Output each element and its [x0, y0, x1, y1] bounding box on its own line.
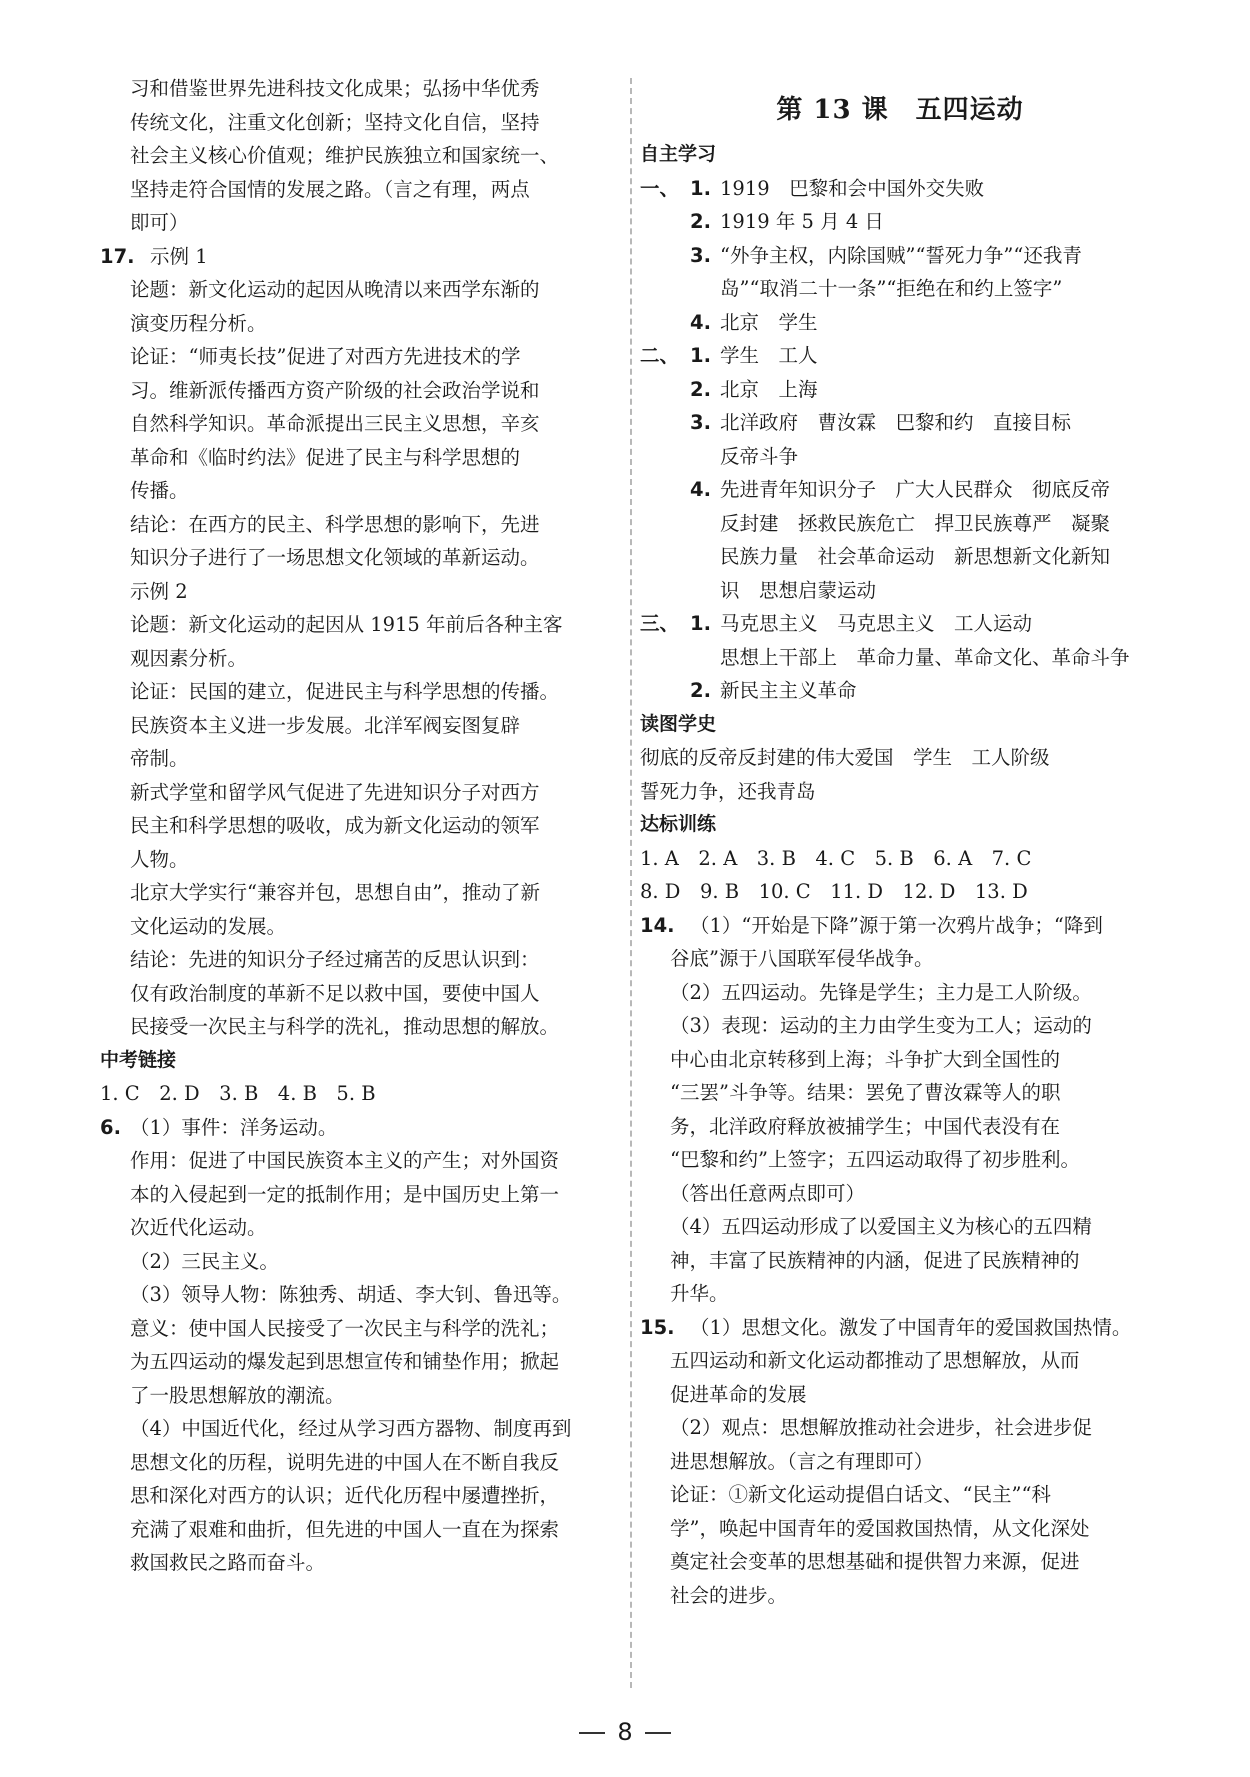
text-line: （2）五四运动。先锋是学生；主力是工人阶级。	[670, 980, 1092, 1004]
text-line: 自然科学知识。革命派提出三民主义思想，辛亥	[130, 412, 540, 435]
text-line: 奠定社会变革的思想基础和提供智力来源，促进	[670, 1550, 1080, 1573]
text-line: 谷底”源于八国联军侵华战争。	[670, 947, 934, 970]
text-line: 论证：“师夷长技”促进了对西方先进技术的学	[130, 345, 521, 368]
subitem-number: 3.	[690, 411, 711, 434]
text-line: （4）中国近代化，经过从学习西方器物、制度再到	[130, 1417, 572, 1440]
question-number: 14.	[640, 913, 675, 937]
text-line: 救国救民之路而奋斗。	[130, 1551, 326, 1574]
text-line: 新式学堂和留学风气促进了先进知识分子对西方	[130, 780, 540, 804]
answer-subitem	[640, 172, 1160, 206]
text-line: 意义：使中国人民接受了一次民主与科学的洗礼；	[130, 1316, 560, 1340]
text-line: 岛”“取消二十一条”“拒绝在和约上签字”	[720, 277, 1063, 300]
subitem-number: 4.	[690, 478, 711, 501]
text-line: 促进革命的发展	[670, 1382, 807, 1406]
text-line: 知识分子进行了一场思想文化领域的革新运动。	[130, 546, 540, 569]
section-heading: 中考链接	[100, 1048, 177, 1071]
text-line: 仅有政治制度的革新不足以救中国，要使中国人	[130, 981, 540, 1005]
text-line: 结论：先进的知识分子经过痛苦的反思认识到：	[130, 948, 540, 971]
page-number-footer	[0, 1718, 1250, 1746]
text-line: 人物。	[130, 847, 189, 871]
answer-text: 先进青年知识分子 广大人民群众 彻底反帝	[720, 478, 1111, 501]
text-line: 坚持走符合国情的发展之路。（言之有理，两点	[130, 177, 530, 201]
page-number: 8	[617, 1718, 633, 1746]
answer-text: 北京 上海	[720, 377, 818, 401]
answer-text: 1919 巴黎和会中国外交失败	[720, 176, 985, 200]
question-number: 6.	[100, 1115, 121, 1139]
answer-text: 马克思主义 马克思主义 工人运动	[720, 612, 1033, 635]
subitem-number: 3.	[690, 243, 711, 267]
section-number: 三、	[640, 612, 680, 635]
text-line: 习和借鉴世界先进科技文化成果；弘扬中华优秀	[130, 77, 540, 100]
answer-subitem	[640, 339, 1160, 373]
subitem-number: 1.	[690, 344, 711, 367]
answer-text: （1）思想文化。激发了中国青年的爱国救国热情。	[690, 1315, 1132, 1339]
lesson-title: 第 13 课 五四运动	[776, 95, 1024, 125]
text-line: 传统文化，注重文化创新；坚持文化自信，坚持	[130, 110, 540, 134]
answer-item	[100, 1111, 620, 1145]
question-number: 15.	[640, 1315, 675, 1339]
section-heading: 读图学史	[640, 712, 717, 735]
answer-item	[100, 240, 620, 274]
text-line: 思想文化的历程，说明先进的中国人在不断自我反	[130, 1450, 560, 1474]
text-line: 民族资本主义进一步发展。北洋军阀妄图复辟	[130, 713, 521, 737]
subitem-number: 1.	[690, 612, 711, 635]
text-line: 即可）	[130, 211, 189, 234]
text-line: 学”，唤起中国青年的爱国救国热情，从文化深处	[670, 1516, 1090, 1540]
answer-text: （1）“开始是下降”源于第一次鸦片战争；“降到	[690, 913, 1103, 937]
text-line: 帝制。	[130, 747, 189, 770]
section-heading: 自主学习	[640, 143, 717, 165]
subitem-number: 2.	[690, 679, 711, 702]
text-line: （2）三民主义。	[130, 1249, 279, 1273]
text-line: 为五四运动的爆发起到思想宣传和铺垫作用；掀起	[130, 1350, 560, 1373]
text-line: 誓死力争，还我青岛	[640, 779, 816, 803]
answer-item	[640, 909, 1160, 943]
text-line: 文化运动的发展。	[130, 914, 287, 938]
text-line: 思想上干部上 革命力量、革命文化、革命斗争	[720, 645, 1130, 669]
answer-subitem	[640, 239, 1160, 273]
text-line: 神，丰富了民族精神的内涵，促进了民族精神的	[670, 1248, 1080, 1272]
text-line: 本的入侵起到一定的抵制作用；是中国历史上第一	[130, 1182, 560, 1206]
text-line: 次近代化运动。	[130, 1216, 267, 1239]
answer-subitem	[640, 607, 1160, 641]
text-line: 论证：民国的建立，促进民主与科学思想的传播。	[130, 680, 560, 703]
section-number: 二、	[640, 344, 680, 367]
text-line: 1. C 2. D 3. B 4. B 5. B	[100, 1082, 376, 1105]
text-line: 观因素分析。	[130, 646, 248, 670]
right-column	[640, 72, 1160, 1612]
subitem-number: 2.	[690, 377, 711, 401]
text-line: 论证：①新文化运动提倡白话文、“民主”“科	[670, 1483, 1051, 1506]
text-line: （4）五四运动形成了以爱国主义为核心的五四精	[670, 1215, 1092, 1238]
text-line: “巴黎和约”上签字；五四运动取得了初步胜利。	[670, 1148, 1080, 1171]
text-line: 升华。	[670, 1282, 729, 1305]
text-line: 思和深化对西方的认识；近代化历程中屡遭挫折，	[130, 1484, 560, 1507]
section-heading: 达标训练	[640, 813, 717, 835]
text-line: 示例 2	[130, 579, 188, 603]
subitem-number: 4.	[690, 310, 711, 334]
answer-subitem	[640, 306, 1160, 340]
text-line: 反帝斗争	[720, 444, 799, 468]
answer-subitem	[640, 473, 1160, 507]
left-column	[100, 72, 620, 1580]
text-line: 论题：新文化运动的起因从 1915 年前后各种主客	[130, 613, 563, 636]
text-line: （3）领导人物：陈独秀、胡适、李大钊、鲁迅等。	[130, 1283, 572, 1306]
text-line: 中心由北京转移到上海；斗争扩大到全国性的	[670, 1047, 1061, 1071]
text-line: 传播。	[130, 479, 189, 502]
answer-text: 北洋政府 曹汝霖 巴黎和约 直接目标	[720, 411, 1072, 434]
text-line: 北京大学实行“兼容并包，思想自由”，推动了新	[130, 881, 540, 904]
answer-text: 示例 1	[150, 244, 208, 268]
text-line: 社会的进步。	[670, 1583, 788, 1607]
answer-subitem	[640, 373, 1160, 407]
text-line: 民接受一次民主与科学的洗礼，推动思想的解放。	[130, 1015, 560, 1038]
text-line: （答出任意两点即可）	[670, 1181, 866, 1205]
text-line: 论题：新文化运动的起因从晚清以来西学东渐的	[130, 278, 540, 301]
text-line: 革命和《临时约法》促进了民主与科学思想的	[130, 445, 521, 469]
question-number: 17.	[100, 244, 135, 268]
text-line: 反封建 拯救民族危亡 捍卫民族尊严 凝聚	[720, 511, 1111, 535]
text-line: 1. A 2. A 3. B 4. C 5. B 6. A 7. C	[640, 846, 1032, 870]
text-line: “三罢”斗争等。结果：罢免了曹汝霖等人的职	[670, 1081, 1061, 1104]
text-line: （2）观点：思想解放推动社会进步，社会进步促	[670, 1416, 1092, 1439]
subitem-number: 1.	[690, 176, 711, 200]
text-line: 务，北洋政府释放被捕学生；中国代表没有在	[670, 1114, 1061, 1138]
text-line: 作用：促进了中国民族资本主义的产生；对外国资	[130, 1149, 560, 1172]
text-line: 民族力量 社会革命运动 新思想新文化新知	[720, 545, 1111, 568]
answer-subitem	[640, 205, 1160, 239]
page-dash-left	[579, 1732, 605, 1734]
text-line: 识 思想启蒙运动	[720, 578, 877, 602]
text-line: （3）表现：运动的主力由学生变为工人；运动的	[670, 1014, 1092, 1037]
page-dash-right	[645, 1732, 671, 1734]
answer-subitem	[640, 406, 1160, 440]
text-line: 结论：在西方的民主、科学思想的影响下，先进	[130, 512, 540, 536]
column-divider	[630, 78, 632, 1688]
answer-item	[640, 1311, 1160, 1345]
text-line: 社会主义核心价值观；维护民族独立和国家统一、	[130, 144, 560, 167]
text-line: 演变历程分析。	[130, 311, 267, 335]
text-line: 习。维新派传播西方资产阶级的社会政治学说和	[130, 378, 540, 402]
answer-text: 1919 年 5 月 4 日	[720, 210, 884, 233]
answer-text: 新民主主义革命	[720, 679, 857, 702]
section-number: 一、	[640, 176, 680, 200]
subitem-number: 2.	[690, 210, 711, 233]
text-line: 8. D 9. B 10. C 11. D 12. D 13. D	[640, 880, 1028, 903]
answer-text: （1）事件：洋务运动。	[130, 1115, 338, 1139]
answer-text: 学生 工人	[720, 344, 818, 367]
text-line: 彻底的反帝反封建的伟大爱国 学生 工人阶级	[640, 746, 1050, 769]
answer-text: “外争主权，内除国贼”“誓死力争”“还我青	[720, 243, 1082, 267]
text-line: 五四运动和新文化运动都推动了思想解放，从而	[670, 1349, 1080, 1372]
answer-text: 北京 学生	[720, 310, 818, 334]
text-line: 民主和科学思想的吸收，成为新文化运动的领军	[130, 814, 540, 837]
text-line: 进思想解放。（言之有理即可）	[670, 1449, 934, 1473]
text-line: 了一股思想解放的潮流。	[130, 1383, 345, 1407]
answer-subitem	[640, 674, 1160, 708]
text-line: 充满了艰难和曲折，但先进的中国人一直在为探索	[130, 1517, 560, 1541]
